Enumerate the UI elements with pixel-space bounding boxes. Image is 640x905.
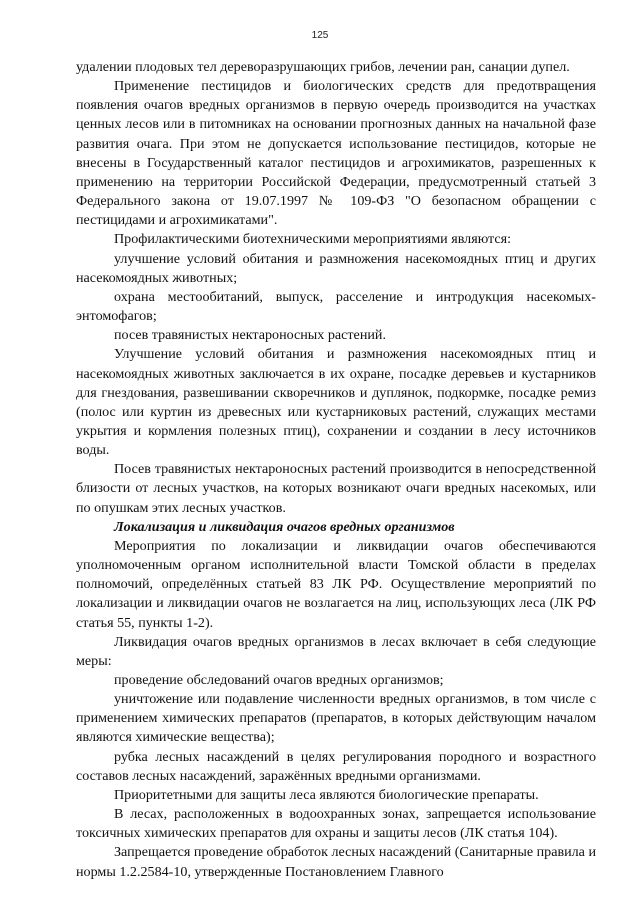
paragraph-water-zones: В лесах, расположенных в водоохранных зонах, запрещается использование токсичных химических препаратов для охраны и защиты лесов (ЛК статья 104). — [76, 806, 596, 842]
paragraph-biological-priority: Приоритетными для защиты леса являются биологические препараты. — [114, 786, 539, 803]
paragraph-localization: Мероприятия по локализации и ликвидации очагов обеспечиваются уполномоченным органом исполнительной власти Томской области в пределах полномочий, определённых статьей 83 ЛК РФ. Осуществление мероприятий по локализации и ликвидации очагов не возлагается на лиц, использующих леса (ЛК РФ статья 55, пункты 1-2). — [76, 537, 596, 631]
list-item-felling: рубка лесных насаждений в целях регулирования породного и возрастного составов лесных насаждений, заражённых вредными организмами. — [76, 748, 596, 784]
paragraph-liquidation-intro: Ликвидация очагов вредных организмов в лесах включает в себя следующие меры: — [76, 633, 596, 669]
paragraph-prohibition: Запрещается проведение обработок лесных насаждений (Санитарные правила и нормы 1.2.2584-10, утвержденные Постановлением Главного — [76, 844, 596, 880]
document-body — [76, 58, 596, 882]
paragraph-pesticides: Применение пестицидов и биологических средств для предотвращения появления очагов вредных организмов в первую очередь производится на участках ценных лесов или в питомниках на основании прогнозных данных на начальной фазе развития очага. При этом не допускается использование пестицидов, которые не внесены в Государственный каталог пестицидов и агрохимикатов, разрешенных к применению на территории Российской Федерации, предусмотренный статьей 3 Федерального закона от 19.07.1997 № 109-ФЗ "О безопасном обращении с пестицидами и агрохимикатами". — [76, 78, 596, 229]
page-number: 125 — [311, 30, 329, 41]
paragraph-continuation: удалении плодовых тел дереворазрушающих грибов, лечении ран, санации дупел. — [76, 59, 570, 75]
list-item-suppression: уничтожение или подавление численности вредных организмов, в том числе с применением химических препаратов (препаратов, в которых действующим началом являются химические вещества); — [76, 691, 596, 746]
list-item-habitat: улучшение условий обитания и размножения насекомоядных птиц и других насекомоядных животных; — [76, 250, 596, 286]
list-item-entomophages: охрана местообитаний, выпуск, расселение и интродукция насекомых-энтомофагов; — [76, 288, 596, 325]
paragraph-birds: Улучшение условий обитания и размножения насекомоядных птиц и насекомоядных животных заключается в их охране, посадке деревьев и кустарников для гнездования, развешивании скворечников и дуплянок, подкормке, посадке ремиз (полос или куртин из древесных или кустарниковых растений, служащих местами укрытия и кормления полезных птиц), сохранении и создании в лесу источников воды. — [76, 346, 596, 459]
paragraph-biotech-intro: Профилактическими биотехническими мероприятиями являются: — [114, 231, 512, 248]
paragraph-sowing: Посев травянистых нектароносных растений производится в непосредственной близости от лесных участков, на которых возникают очаги вредных насекомых, или по опушкам этих лесных участков. — [76, 461, 596, 516]
section-heading: Локализация и ликвидация очагов вредных организмов — [114, 518, 455, 535]
list-item-nectar-plants: посев травянистых нектароносных растений. — [114, 327, 386, 344]
list-item-surveys: проведение обследований очагов вредных организмов; — [114, 672, 444, 688]
